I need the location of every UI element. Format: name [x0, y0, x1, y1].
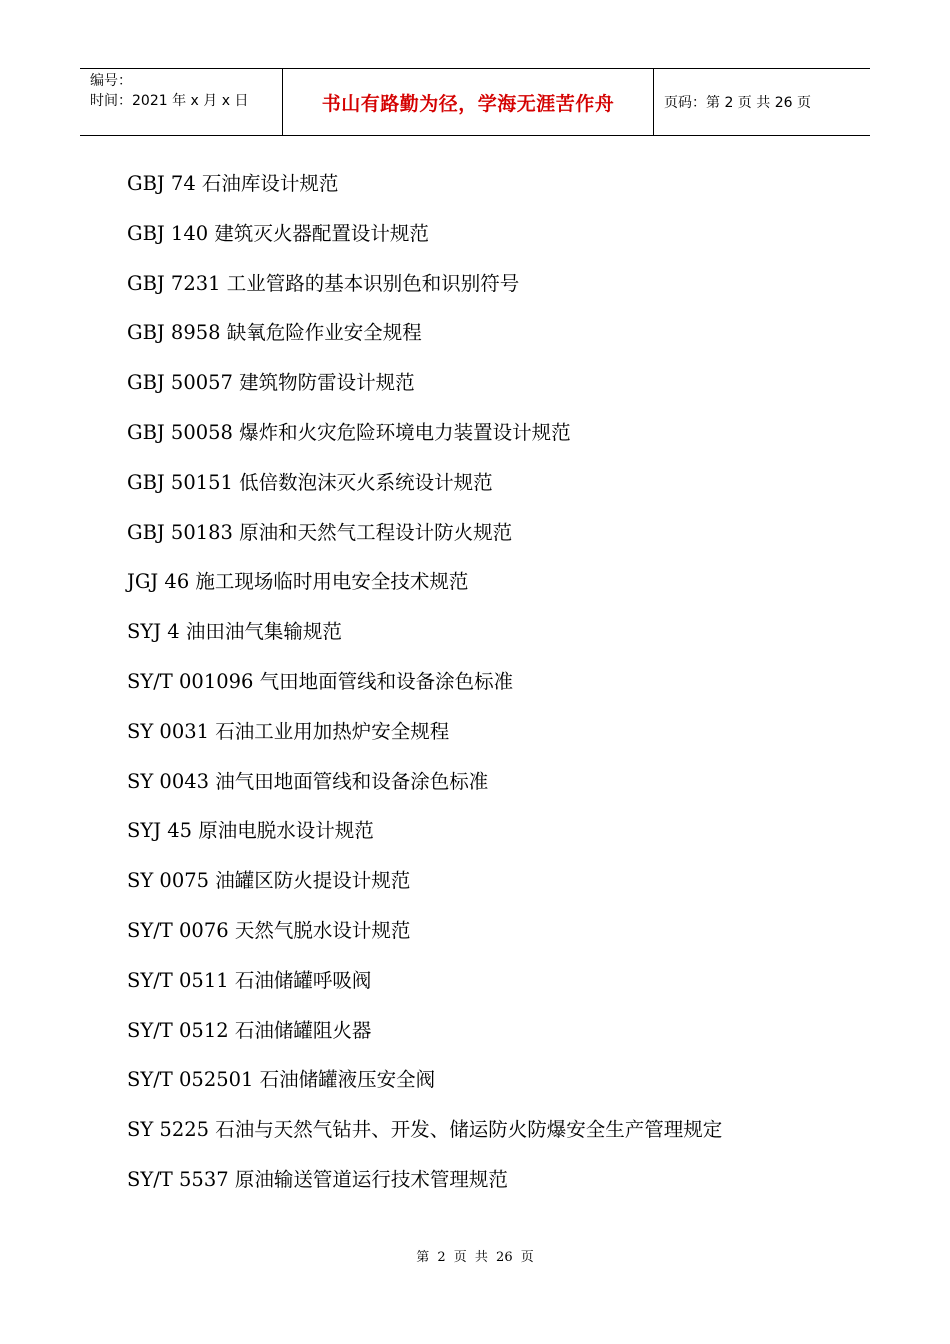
list-item: SYJ 45 原油电脱水设计规范 [127, 819, 374, 843]
list-item: SY 0043 油气田地面管线和设备涂色标准 [127, 769, 489, 793]
list-item: GBJ 7231 工业管路的基本识别色和识别符号 [127, 271, 520, 295]
page-label: 页码：第 2 页 共 26 页 [664, 95, 811, 111]
header-meta [80, 69, 282, 135]
list-item: GBJ 50058 爆炸和火灾危险环境电力装置设计规范 [127, 420, 571, 444]
list-item: SY/T 0512 石油储罐阻火器 [127, 1018, 372, 1042]
standards-list [127, 168, 722, 1214]
list-item: SY 0075 油罐区防火提设计规范 [127, 869, 411, 893]
list-item: SY/T 052501 石油储罐液压安全阀 [127, 1068, 436, 1092]
header-page-cell [654, 69, 870, 135]
list-item: GBJ 140 建筑灭火器配置设计规范 [127, 221, 429, 245]
list-item: GBJ 50151 低倍数泡沫灭火系统设计规范 [127, 470, 493, 494]
list-item: SY/T 5537 原油输送管道运行技术管理规范 [127, 1167, 508, 1191]
list-item: SYJ 4 油田油气集输规范 [127, 620, 342, 644]
list-item: GBJ 74 石油库设计规范 [127, 172, 339, 195]
list-item: SY/T 0511 石油储罐呼吸阀 [127, 968, 372, 992]
list-item: SY/T 001096 气田地面管线和设备涂色标准 [127, 669, 514, 693]
page-header [80, 68, 870, 136]
list-item: GBJ 50057 建筑物防雷设计规范 [127, 371, 415, 395]
list-item: JGJ 46 施工现场临时用电安全技术规范 [127, 570, 469, 594]
time-label: 时间：2021 年 x 月 x 日 [90, 93, 249, 109]
page-footer: 第 2 页 共 26 页 [416, 1250, 534, 1265]
number-label: 编号： [90, 73, 132, 89]
list-item: SY/T 0076 天然气脱水设计规范 [127, 918, 411, 942]
header-motto-cell [282, 69, 654, 135]
list-item: SY 5225 石油与天然气钻井、开发、储运防火防爆安全生产管理规定 [127, 1118, 723, 1142]
list-item: GBJ 8958 缺氧危险作业安全规程 [127, 321, 422, 345]
motto: 书山有路勤为径，学海无涯苦作舟 [321, 92, 615, 115]
list-item: GBJ 50183 原油和天然气工程设计防火规范 [127, 520, 513, 544]
list-item: SY 0031 石油工业用加热炉安全规程 [127, 719, 450, 743]
